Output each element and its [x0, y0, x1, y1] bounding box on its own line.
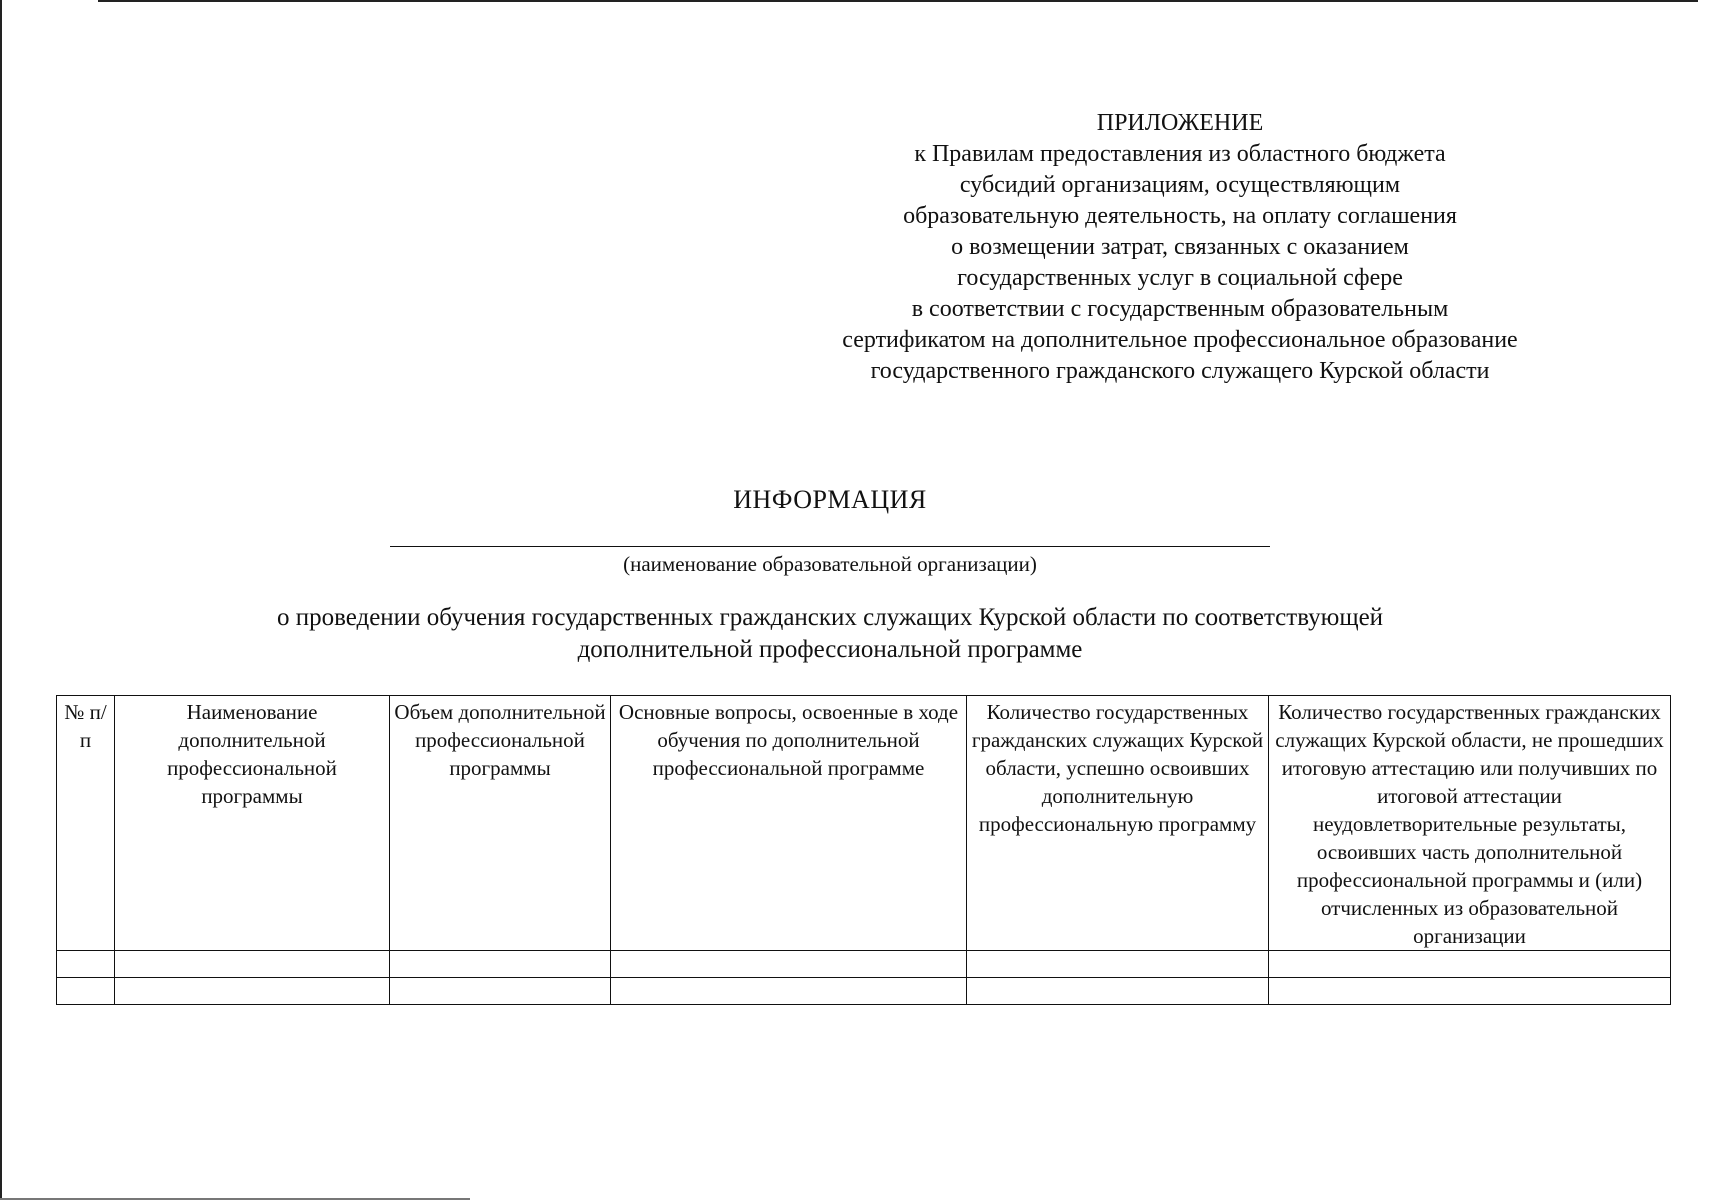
table-row: [57, 951, 1671, 978]
appendix-line: о возмещении затрат, связанных с оказанием: [951, 234, 1409, 260]
table-header-row: [57, 696, 1671, 951]
table-cell[interactable]: [115, 951, 390, 978]
table-cell[interactable]: [1269, 951, 1671, 978]
column-header-completed-count: Количество государственных гражданских служащих Курской области, успешно освоивших дополнительную профессиональную программу: [967, 696, 1269, 951]
appendix-line: к Правилам предоставления из областного бюджета: [914, 141, 1446, 167]
appendix-title: ПРИЛОЖЕНИЕ: [1096, 110, 1264, 136]
table-cell[interactable]: [390, 951, 611, 978]
column-header-number: № п/п: [57, 696, 115, 951]
table-cell[interactable]: [611, 978, 967, 1005]
table-cell[interactable]: [967, 978, 1269, 1005]
appendix-line: в соответствии с государственным образовательным: [911, 296, 1449, 322]
org-name-caption: (наименование образовательной организации): [623, 552, 1037, 576]
table-cell[interactable]: [57, 978, 115, 1005]
subtitle-line: дополнительной профессиональной программе: [577, 636, 1083, 663]
table-row: [57, 978, 1671, 1005]
column-header-not-completed-count: Количество государственных гражданских служащих Курской области, не прошедших итоговую аттестацию или получивших по итоговой аттестации неудовлетворительные результаты, освоивших часть дополнительной профессиональной программы и (или) отчисленных из образовательной организации: [1269, 696, 1671, 951]
appendix-line: образовательную деятельность, на оплату соглашения: [903, 203, 1457, 229]
table-cell[interactable]: [611, 951, 967, 978]
column-header-program-volume: Объем дополнительной профессиональной программы: [390, 696, 611, 951]
table-cell[interactable]: [390, 978, 611, 1005]
column-header-program-name: Наименование дополнительной профессиональной программы: [115, 696, 390, 951]
subtitle-line: о проведении обучения государственных гражданских служащих Курской области по соответствующей: [276, 604, 1384, 631]
appendix-line: сертификатом на дополнительное профессиональное образование: [842, 327, 1518, 353]
document-title: ИНФОРМАЦИЯ: [733, 485, 927, 514]
scan-edge-top: [98, 0, 1698, 2]
table-cell[interactable]: [967, 951, 1269, 978]
table-cell[interactable]: [1269, 978, 1671, 1005]
column-header-main-topics: Основные вопросы, освоенные в ходе обучения по дополнительной профессиональной программе: [611, 696, 967, 951]
table-cell[interactable]: [115, 978, 390, 1005]
appendix-block: [700, 108, 1660, 387]
scan-edge-left: [0, 0, 2, 1200]
appendix-line: государственного гражданского служащего Курской области: [870, 358, 1490, 384]
table-cell[interactable]: [57, 951, 115, 978]
appendix-line: субсидий организациям, осуществляющим: [959, 172, 1401, 198]
document-subtitle: [120, 602, 1540, 666]
info-table: [56, 695, 1671, 1005]
appendix-line: государственных услуг в социальной сфере: [957, 265, 1403, 291]
org-name-blank-line: [390, 546, 1270, 547]
